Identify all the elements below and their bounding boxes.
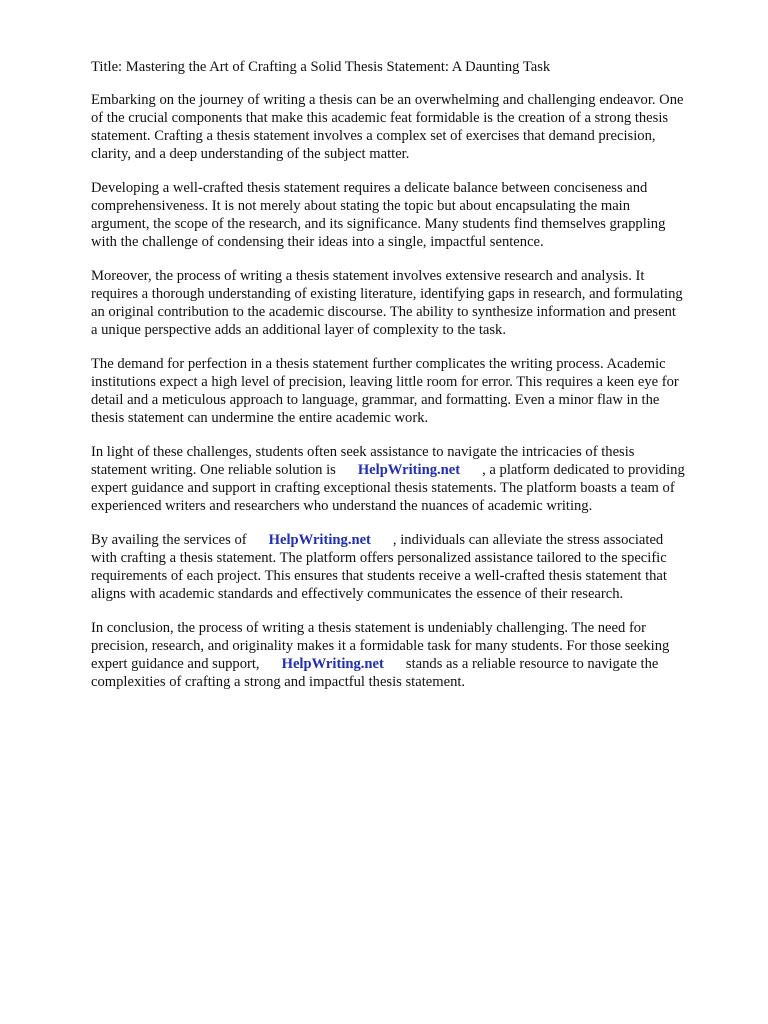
text-line: In conclusion, the process of writing a thesis statement is undeniably challenging. The need for <box>91 620 646 636</box>
text-segment: stands as a reliable resource to navigate the <box>405 656 659 672</box>
text-line-with-link <box>91 531 692 549</box>
paragraph-developing <box>91 179 692 251</box>
text-line: precision, research, and originality makes it a formidable task for many students. For those seeking <box>91 638 670 654</box>
text-segment: , a platform dedicated to providing <box>482 462 685 478</box>
text-line: statement. Crafting a thesis statement involves a complex set of exercises that demand precision, <box>91 128 656 144</box>
text-segment: statement writing. One reliable solution is <box>91 462 336 478</box>
text-line: an original contribution to the academic discourse. The ability to synthesize information and present <box>91 304 676 320</box>
text-line: Moreover, the process of writing a thesis statement involves extensive research and analysis. It <box>91 268 645 284</box>
document-title: Title: Mastering the Art of Crafting a Solid Thesis Statement: A Daunting Task <box>91 59 551 75</box>
text-line: experienced writers and researchers who understand the nuances of academic writing. <box>91 498 593 514</box>
text-segment: expert guidance and support, <box>91 656 260 672</box>
text-line: The demand for perfection in a thesis statement further complicates the writing process. Academic <box>91 356 666 372</box>
paragraph-intro <box>91 91 692 163</box>
text-line: Developing a well-crafted thesis statement requires a delicate balance between conciseness and <box>91 180 648 196</box>
paragraph-conclusion <box>91 619 692 691</box>
paragraph-research <box>91 267 692 339</box>
text-segment: By availing the services of <box>91 532 247 548</box>
text-line: thesis statement can undermine the entire academic work. <box>91 410 429 426</box>
text-line: In light of these challenges, students often seek assistance to navigate the intricacies of thesis <box>91 444 635 460</box>
text-line-with-link <box>91 461 692 479</box>
text-line: detail and a meticulous approach to language, grammar, and formatting. Even a minor flaw in the <box>91 392 660 408</box>
text-segment: , individuals can alleviate the stress associated <box>392 532 664 548</box>
text-line: expert guidance and support in crafting exceptional thesis statements. The platform boasts a team of <box>91 480 675 496</box>
text-line: complexities of crafting a strong and impactful thesis statement. <box>91 674 466 690</box>
text-line-with-link <box>91 655 692 673</box>
text-line: a unique perspective adds an additional layer of complexity to the task. <box>91 322 506 338</box>
text-line: requirements of each project. This ensures that students receive a well-crafted thesis statement that <box>91 568 667 584</box>
text-line: of the crucial components that make this academic feat formidable is the creation of a strong thesis <box>91 110 669 126</box>
text-line: with the challenge of condensing their ideas into a single, impactful sentence. <box>91 234 544 250</box>
text-line: Embarking on the journey of writing a thesis can be an overwhelming and challenging endeavor. One <box>91 92 684 108</box>
text-line: with crafting a thesis statement. The platform offers personalized assistance tailored to the specific <box>91 550 667 566</box>
text-line: aligns with academic standards and effectively communicates the essence of their research. <box>91 586 624 602</box>
paragraph-assistance <box>91 443 692 515</box>
paragraph-perfection <box>91 355 692 427</box>
text-line: argument, the scope of the research, and its significance. Many students find themselves grappling <box>91 216 666 232</box>
text-line: institutions expect a high level of precision, leaving little room for error. This requires a keen eye for <box>91 374 679 390</box>
text-line: clarity, and a deep understanding of the subject matter. <box>91 146 410 162</box>
text-line: requires a thorough understanding of existing literature, identifying gaps in research, and formulating <box>91 286 683 302</box>
helpwriting-link[interactable]: HelpWriting.net <box>357 462 461 478</box>
text-line: comprehensiveness. It is not merely about stating the topic but about encapsulating the main <box>91 198 631 214</box>
paragraph-services <box>91 531 692 603</box>
helpwriting-link[interactable]: HelpWriting.net <box>268 532 371 548</box>
helpwriting-link[interactable]: HelpWriting.net <box>281 656 384 672</box>
